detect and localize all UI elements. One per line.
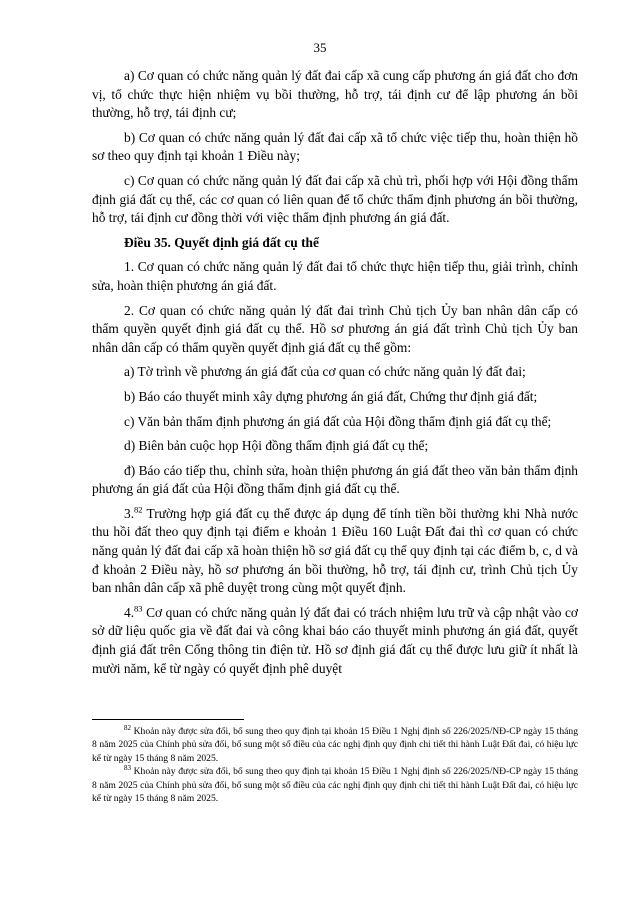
paragraph-clause-2-a: a) Tờ trình về phương án giá đất của cơ quan có chức năng quản lý đất đai;	[124, 364, 526, 380]
footnote-number-83: 83	[124, 764, 131, 773]
paragraph-clause-1: 1. Cơ quan có chức năng quản lý đất đai tổ chức thực hiện tiếp thu, giải trình, chỉnh sửa, hoàn thiện phương án giá đất.	[92, 259, 578, 293]
footnotes	[92, 725, 578, 805]
clause-3-number: 3.	[124, 505, 135, 521]
body-text	[92, 67, 578, 684]
paragraph-clause-4	[92, 604, 578, 678]
clause-4-text: Cơ quan có chức năng quản lý đất đai có trách nhiệm lưu trữ và cập nhật vào cơ sở dữ liệu quốc gia về đất đai và công khai báo cáo thuyết minh phương án giá đất, quyết định giá đất trên Cổng thông tin điện tử. Hồ sơ định giá đất cụ thể được lưu giữ ít nhất là mười năm, kể từ ngày có quyết định phê duyệt	[92, 604, 578, 676]
paragraph-clause-2-dd: đ) Báo cáo tiếp thu, chỉnh sửa, hoàn thiện phương án giá đất theo văn bản thẩm định phương án giá đất của Hội đồng thẩm định giá đất cụ thể.	[92, 462, 578, 497]
footnote-82	[92, 725, 578, 765]
paragraph-clause-2-d: d) Biên bản cuộc họp Hội đồng thẩm định giá đất cụ thể;	[124, 438, 429, 454]
paragraph-item-c-cap-xa: c) Cơ quan có chức năng quản lý đất đai cấp xã chủ trì, phối hợp với Hội đồng thẩm định giá đất cụ thể, các cơ quan có liên quan để tổ chức thẩm định phương án bồi thường, hỗ trợ, tái định cư đồng thời với việc thẩm định phương án giá đất.	[92, 172, 578, 226]
article-35-heading: Điều 35. Quyết định giá đất cụ thể	[124, 234, 319, 250]
footnote-ref-83[interactable]: 83	[134, 603, 143, 614]
paragraph-clause-2: 2. Cơ quan có chức năng quản lý đất đai trình Chủ tịch Ủy ban nhân dân cấp có thẩm quyền quyết định giá đất cụ thể. Hồ sơ phương án giá đất trình Chủ tịch Ủy ban nhân dân cấp có thẩm quyền quyết định giá đất cụ thể gồm:	[92, 302, 578, 355]
footnote-83-text: Khoản này được sửa đổi, bổ sung theo quy định tại khoản 15 Điều 1 Nghị định số 226/2025/NĐ-CP ngày 15 tháng 8 năm 2025 của Chính phủ sửa đổi, bổ sung một số điều của các nghị định quy định chi tiết thi hành Luật Đất đai, có hiệu lực kể từ ngày 15 tháng 8 năm 2025.	[92, 766, 578, 805]
clause-3-text: Trường hợp giá đất cụ thể được áp dụng để tính tiền bồi thường khi Nhà nước thu hồi đất theo quy định tại điểm e khoản 1 Điều 160 Luật Đất đai thì cơ quan có chức năng quản lý đất đai cấp xã hoàn thiện hồ sơ giá đất cụ thể quy định tại các điểm b, c, d và đ khoản 2 Điều này, hồ sơ phương án bồi thường, hỗ trợ, tái định cư, trình Chủ tịch Ủy ban nhân dân cấp xã phê duyệt trong cùng một quyết định.	[92, 505, 578, 596]
footnote-divider	[92, 719, 244, 720]
paragraph-item-a-cap-xa: a) Cơ quan có chức năng quản lý đất đai cấp xã cung cấp phương án giá đất cho đơn vị, tổ chức thực hiện nhiệm vụ bồi thường, hỗ trợ, tái định cư để lập phương án bồi thường, hỗ trợ, tái định cư;	[92, 68, 578, 121]
paragraph-clause-2-c: c) Văn bản thẩm định phương án giá đất của Hội đồng thẩm định giá đất cụ thể;	[124, 413, 552, 429]
page-number: 35	[313, 40, 327, 55]
footnote-ref-82[interactable]: 82	[134, 504, 143, 515]
clause-4-number: 4.	[124, 604, 135, 620]
footnote-83	[92, 765, 578, 805]
paragraph-clause-2-b: b) Báo cáo thuyết minh xây dựng phương án giá đất, Chứng thư định giá đất;	[124, 388, 538, 404]
paragraph-item-b-cap-xa: b) Cơ quan có chức năng quản lý đất đai cấp xã tổ chức việc tiếp thu, hoàn thiện hồ sơ theo quy định tại khoản 1 Điều này;	[92, 129, 578, 164]
paragraph-clause-3	[92, 505, 578, 598]
footnote-82-text: Khoản này được sửa đổi, bổ sung theo quy định tại khoản 15 Điều 1 Nghị định số 226/2025/NĐ-CP ngày 15 tháng 8 năm 2025 của Chính phủ sửa đổi, bổ sung một số điều của các nghị định quy định chi tiết thi hành Luật Đất đai, có hiệu lực kể từ ngày 15 tháng 8 năm 2025.	[92, 726, 578, 764]
footnote-number-82: 82	[124, 723, 131, 732]
